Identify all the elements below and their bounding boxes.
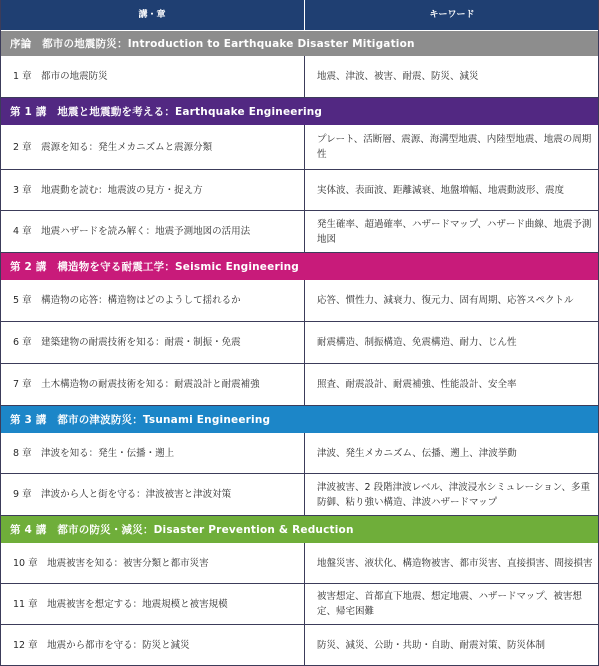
chapter-title: 3 章 地震動を読む：地震波の見方・捉え方 [0,170,305,210]
table-row [0,543,599,584]
header-lecture-chapter: 講・章 [0,0,305,30]
chapter-keywords: 地盤災害、液状化、構造物被害、都市災害、直接損害、間接損害 [317,557,593,569]
chapter-keywords: プレート、活断層、震源、海溝型地震、内陸型地震、地震の周期性 [317,134,592,160]
chapter-keywords: 津波被害、2 段階津波レベル、津波浸水シミュレーション、多重防御、粘り強い構造、津波ハザードマップ [317,481,590,508]
chapter-keywords: 照査、耐震設計、耐震補強、性能設計、安全率 [317,379,517,390]
table-row [0,625,599,666]
chapter-title: 5 章 構造物の応答：構造物はどのようして揺れるか [0,280,305,321]
chapter-title: 8 章 津波を知る：発生・伝播・遡上 [0,433,305,473]
chapter-keywords: 実体波、表面波、距離減衰、地盤増幅、地震動波形、震度 [317,184,565,196]
chapter-title: 4 章 地震ハザードを読み解く：地震予測地図の活用法 [0,211,305,252]
chapter-title: 2 章 震源を知る：発生メカニズムと震源分類 [0,125,305,169]
chapter-keywords: 発生確率、超過確率、ハザードマップ、ハザード曲線、地震予測地図 [317,218,592,245]
chapter-title: 1 章 都市の地震防災 [0,56,305,97]
section-header: 第 4 講 都市の防災・減災：Disaster Prevention & Reduction [0,516,599,543]
table-row [0,125,599,170]
table-row [0,211,599,253]
chapter-keywords: 地震、津波、被害、耐震、防災、減災 [317,71,479,82]
table-row [0,364,599,406]
table-row [0,280,599,322]
chapter-title: 10 章 地震被害を知る：被害分類と都市災害 [0,543,305,583]
chapter-title: 6 章 建築建物の耐震技術を知る：耐震・制振・免震 [0,322,305,363]
chapter-keywords: 耐震構造、制振構造、免震構造、耐力、じん性 [317,337,517,348]
table-header [0,0,599,31]
chapter-title: 9 章 津波から人と街を守る：津波被害と津波対策 [0,474,305,515]
table-row [0,322,599,364]
section-header: 第 1 講 地震と地震動を考える：Earthquake Engineering [0,98,599,125]
header-keywords: キーワード [429,9,475,20]
table-row [0,584,599,625]
table-row [0,433,599,474]
table-row [0,170,599,211]
chapter-title: 11 章 地震被害を想定する：地震規模と被害規模 [0,584,305,624]
section-header: 序論 都市の地震防災：Introduction to Earthquake Disaster Mitigation [0,31,599,56]
chapter-keywords: 被害想定、首都直下地震、想定地震、ハザードマップ、被害想定、帰宅困難 [317,591,582,617]
chapter-title: 12 章 地震から都市を守る：防災と減災 [0,625,305,665]
section-header: 第 3 講 都市の津波防災：Tsunami Engineering [0,406,599,433]
chapter-keywords: 応答、慣性力、減衰力、復元力、固有周期、応答スペクトル [317,295,574,306]
chapter-keywords: 防災、減災、公助・共助・自助、耐震対策、防災体制 [317,639,546,651]
chapter-title: 7 章 土木構造物の耐震技術を知る：耐震設計と耐震補強 [0,364,305,405]
chapter-keywords: 津波、発生メカニズム、伝播、遡上、津波挙動 [317,447,517,459]
section-header: 第 2 講 構造物を守る耐震工学：Seismic Engineering [0,253,599,280]
table-row [0,56,599,98]
table-row [0,474,599,516]
